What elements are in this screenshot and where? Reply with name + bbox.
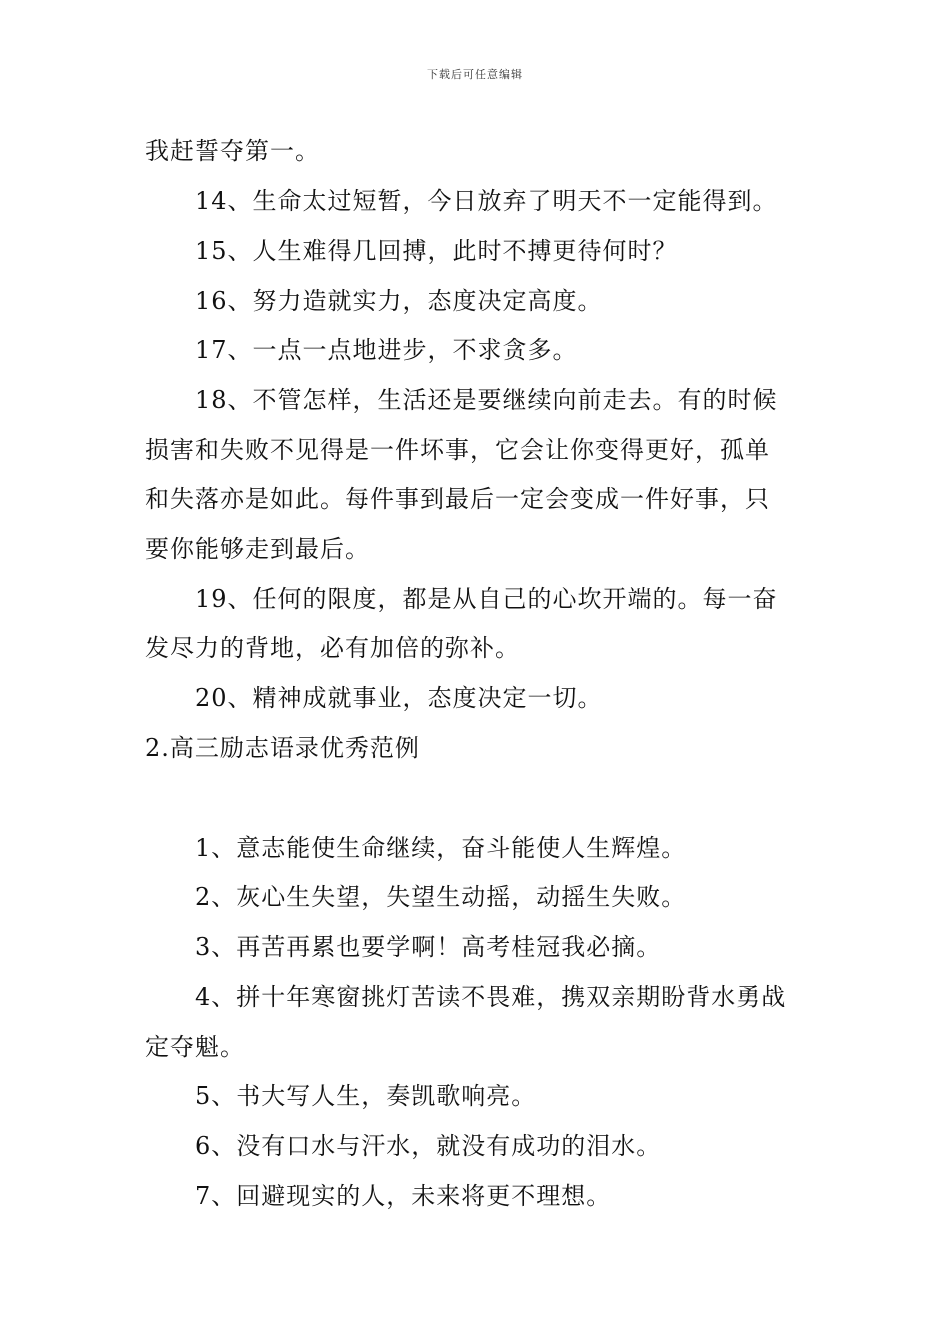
- text-line: 要你能够走到最后。: [145, 535, 370, 563]
- text-line: 14、生命太过短暂，今日放弃了明天不一定能得到。: [195, 187, 778, 215]
- text-line: 和失落亦是如此。每件事到最后一定会变成一件好事，只: [145, 485, 770, 513]
- text-line: 20、精神成就事业，态度决定一切。: [195, 684, 603, 712]
- text-line: 16、努力造就实力，态度决定高度。: [195, 287, 603, 315]
- text-line: 7、回避现实的人，未来将更不理想。: [195, 1182, 612, 1210]
- text-line: 17、一点一点地进步，不求贪多。: [195, 336, 578, 364]
- section-heading: 2.高三励志语录优秀范例: [145, 734, 420, 762]
- text-line: 发尽力的背地，必有加倍的弥补。: [145, 634, 520, 662]
- text-line: 3、再苦再累也要学啊！高考桂冠我必摘。: [195, 933, 662, 961]
- text-line: 我赶誓夺第一。: [145, 137, 320, 165]
- text-line: 6、没有口水与汗水，就没有成功的泪水。: [195, 1132, 662, 1160]
- text-line: 15、人生难得几回搏，此时不搏更待何时？: [195, 237, 678, 265]
- text-line: 损害和失败不见得是一件坏事，它会让你变得更好，孤单: [145, 436, 770, 464]
- text-line: 19、任何的限度，都是从自己的心坎开端的。每一奋: [195, 585, 778, 613]
- text-line: 4、拼十年寒窗挑灯苦读不畏难，携双亲期盼背水勇战: [195, 983, 787, 1011]
- text-line: 1、意志能使生命继续，奋斗能使人生辉煌。: [195, 834, 687, 862]
- text-line: 2、灰心生失望，失望生动摇，动摇生失败。: [195, 883, 687, 911]
- text-line: 定夺魁。: [145, 1033, 245, 1061]
- text-line: 18、不管怎样，生活还是要继续向前走去。有的时候: [195, 386, 778, 414]
- text-line: 5、书大写人生，奏凯歌响亮。: [195, 1082, 537, 1110]
- page-header: 下载后可任意编辑: [427, 68, 523, 81]
